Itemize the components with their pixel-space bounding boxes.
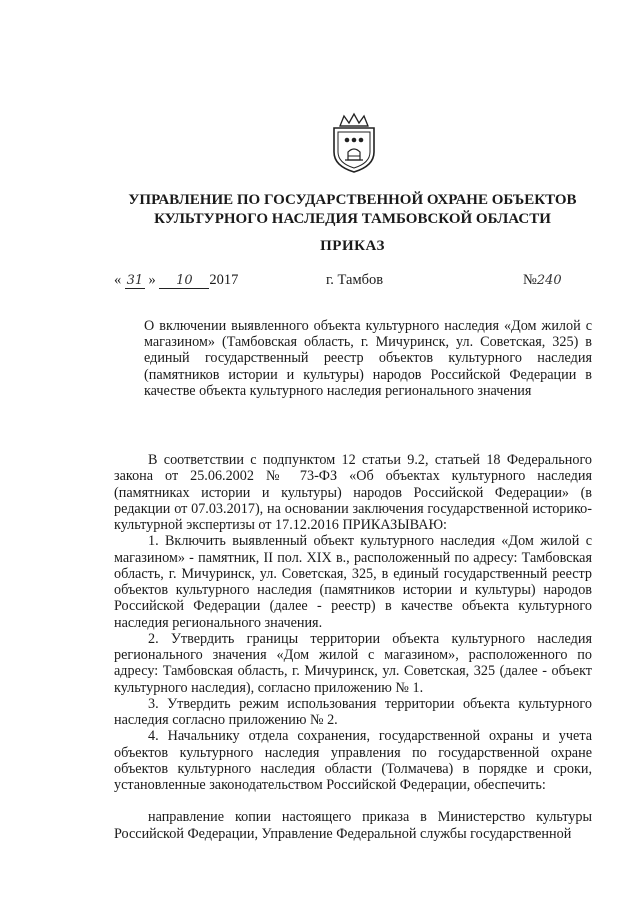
order-city: г. Тамбов — [326, 272, 384, 288]
preamble-paragraph: В соответствии с подпунктом 12 статьи 9.2, статьей 18 Федерального закона от 25.06.2002 № 73-ФЗ «Об объектах культурного наследия (памятниках истории и культуры) народов Российской Федерации» (в редакции от 07.03.2017), на основании заключения государственной историко-культурной экспертизы от 17.12.2016 ПРИКАЗЫВАЮ: — [114, 452, 592, 533]
order-body — [114, 452, 592, 842]
item-4-paragraph: 4. Начальнику отдела сохранения, государственной охраны и учета объектов культурного наследия управления по государственной охране объектов культурного наследия области (Толмачева) в порядке и сроки, установленные законодательством Российской Федерации, обеспечить: — [114, 728, 592, 793]
coat-of-arms-icon — [328, 112, 380, 174]
order-month: 10 — [159, 274, 209, 289]
document-type: ПРИКАЗ — [320, 238, 385, 254]
item-4-subparagraph: направление копии настоящего приказа в Министерство культуры Российской Федерации, Управление Федеральной службы государственной — [114, 809, 592, 842]
number-sign: № — [523, 272, 537, 288]
order-subject: О включении выявленного объекта культурного наследия «Дом жилой с магазином» (Тамбовская область, г. Мичуринск, ул. Советская, 325) в единый государственный реестр объектов культурного наследия (памятников истории и культуры) народов Российской Федерации в качестве объекта культурного наследия регионального значения — [144, 318, 592, 399]
quote-open: « — [114, 272, 122, 288]
order-date — [114, 272, 238, 289]
item-3-paragraph: 3. Утвердить режим использования территории объекта культурного наследия согласно приложению № 2. — [114, 695, 592, 728]
order-day: 31 — [126, 273, 144, 288]
agency-line-1: УПРАВЛЕНИЕ ПО ГОСУДАРСТВЕННОЙ ОХРАНЕ ОБЪЕКТОВ — [128, 192, 577, 208]
order-number — [523, 272, 562, 289]
agency-name — [100, 191, 605, 229]
order-number-value: 240 — [536, 273, 562, 288]
order-year: 2017 — [209, 272, 239, 288]
agency-line-2: КУЛЬТУРНОГО НАСЛЕДИЯ ТАМБОВСКОЙ ОБЛАСТИ — [154, 211, 551, 227]
item-1-paragraph: 1. Включить выявленный объект культурного наследия «Дом жилой с магазином» - памятник, II пол. XIX в., расположенный по адресу: Тамбовская область, г. Мичуринск, ул. Советская, 325, в единый государственный реестр объектов культурного наследия (памятников истории и культуры) народов Российской Федерации (далее - реестр) в качестве объекта культурного наследия регионального значения. — [114, 533, 592, 631]
item-2-paragraph: 2. Утвердить границы территории объекта культурного наследия регионального значения «Дом жилой с магазином», расположенного по адресу: Тамбовская область, г. Мичуринск, ул. Советская, 325 (далее - объект культурного наследия), согласно приложению № 1. — [114, 630, 592, 696]
quote-close: » — [148, 272, 156, 288]
